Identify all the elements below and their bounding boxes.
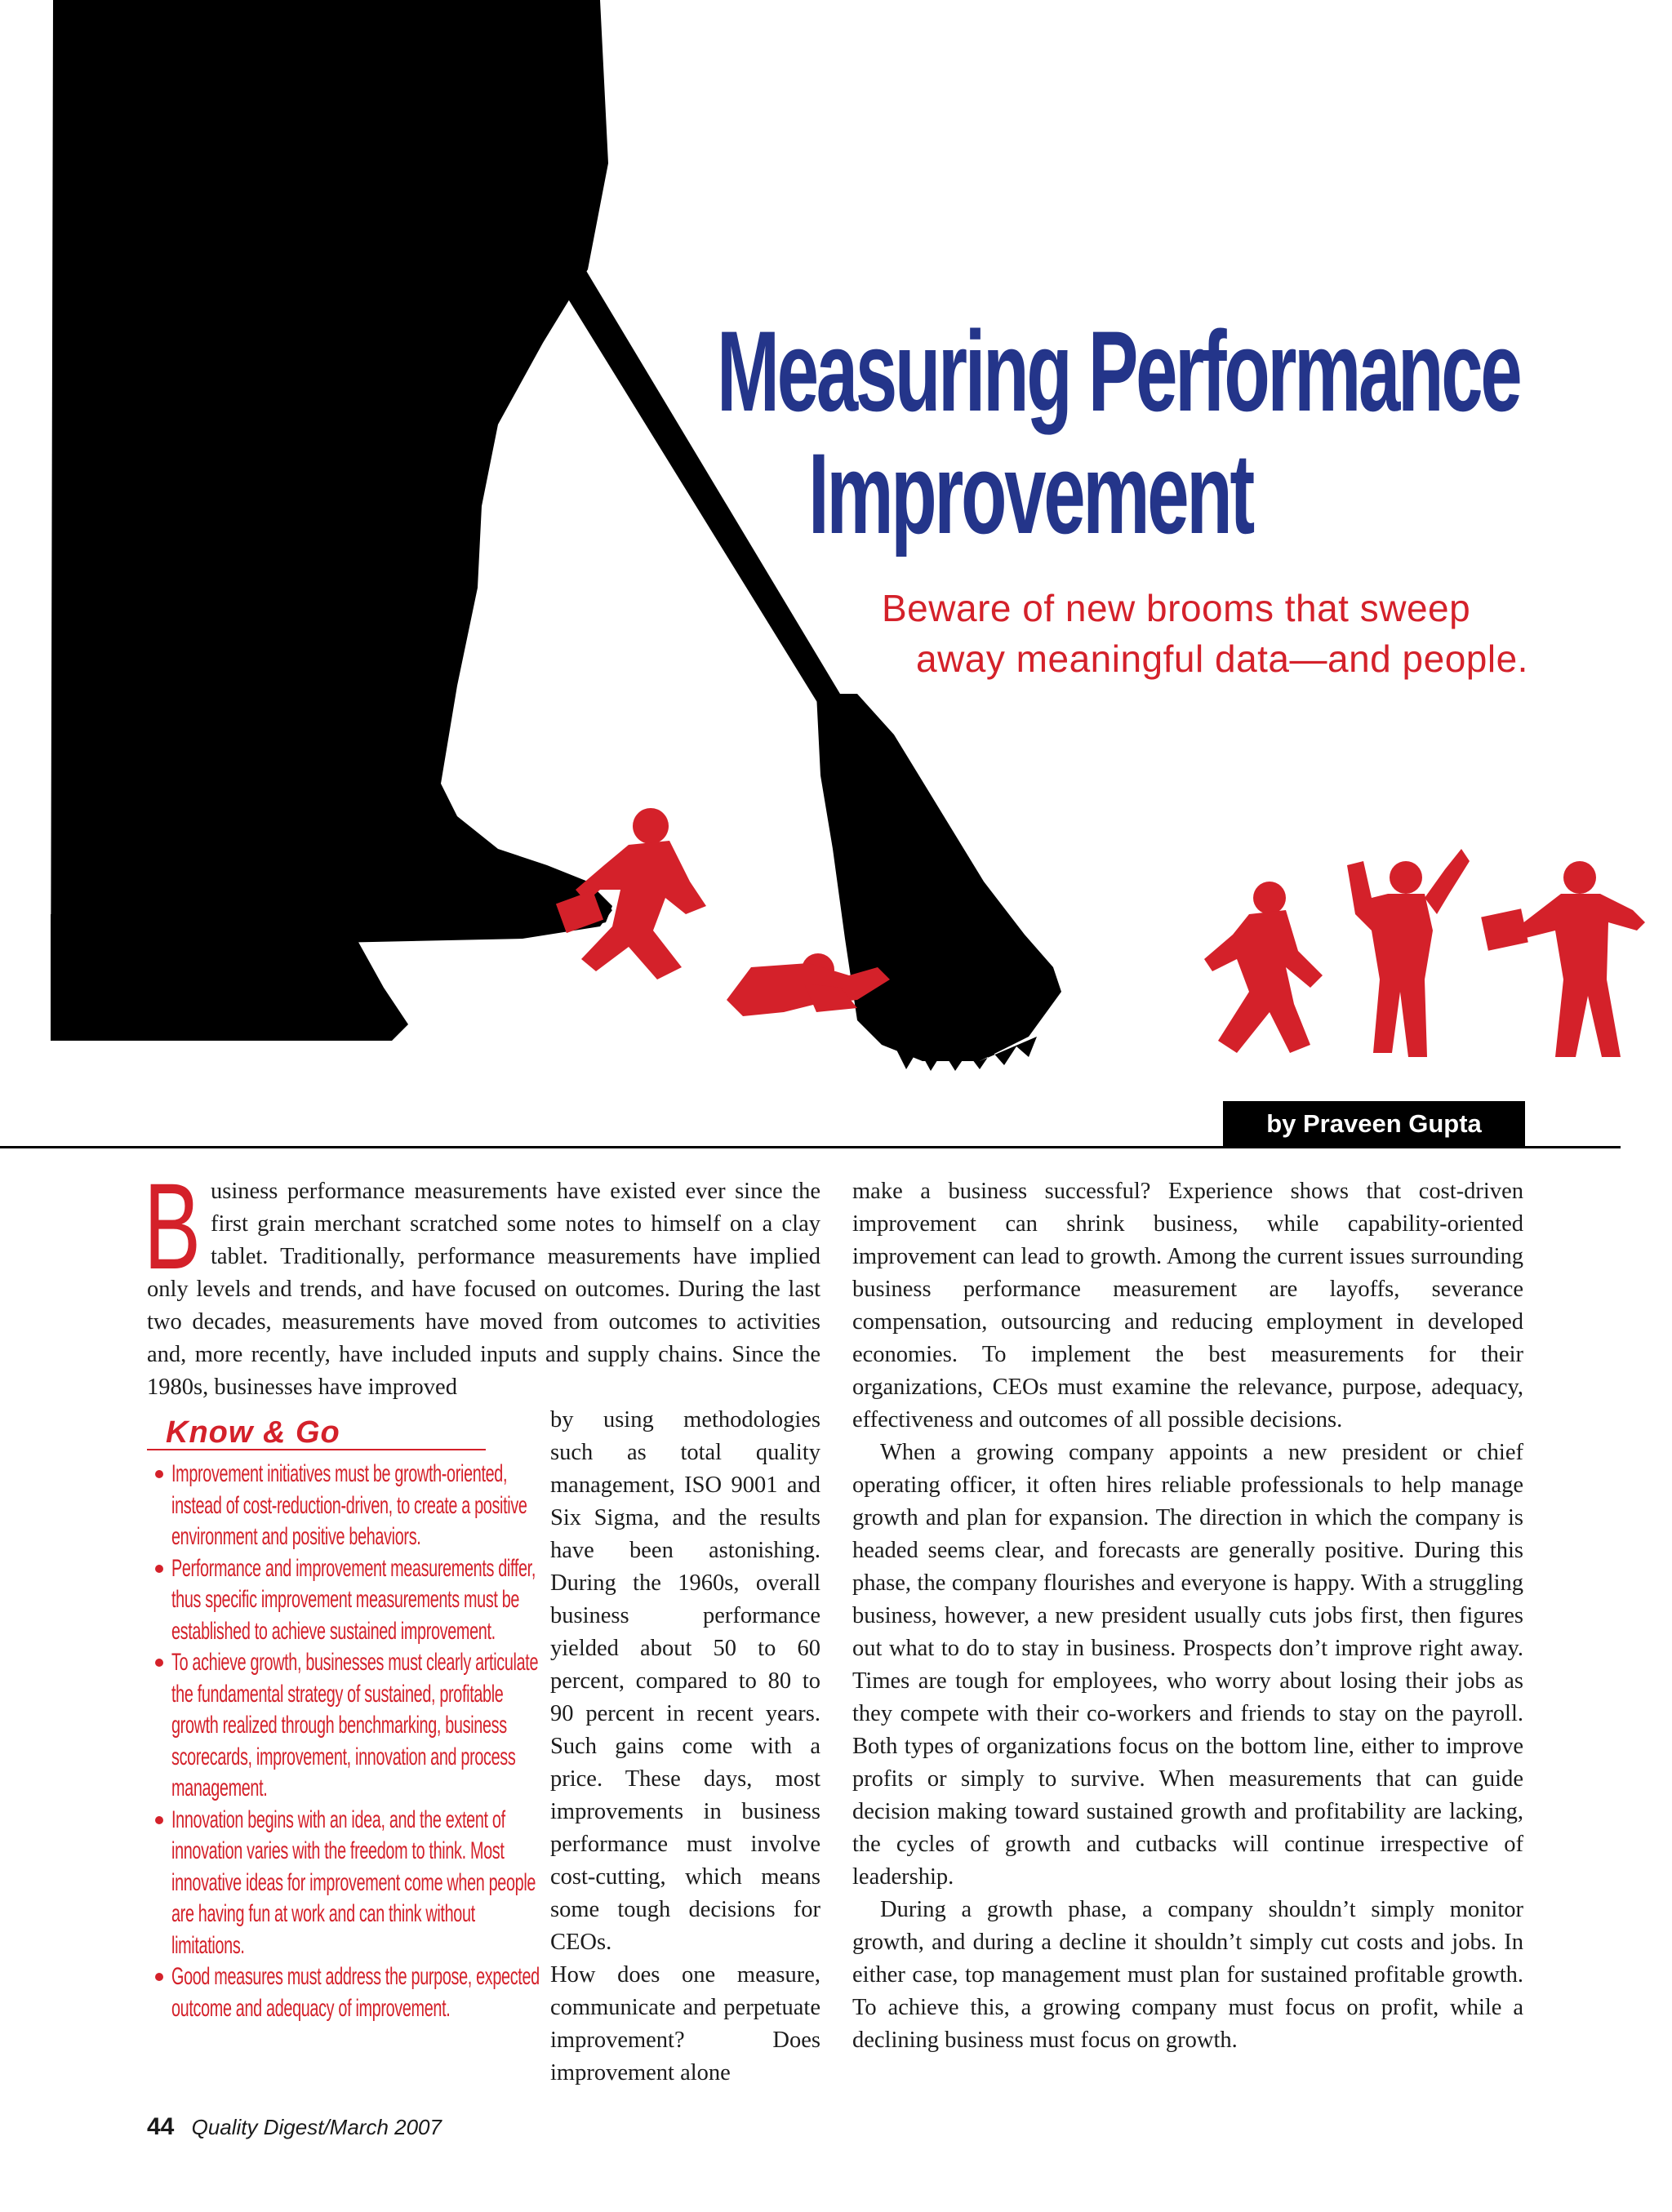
article-title-line-1: Measuring Performance bbox=[717, 307, 1520, 435]
publication-name: Quality Digest/March 2007 bbox=[191, 2115, 442, 2139]
sidebar-bullet-item: Good measures must address the purpose, expected outcome and adequacy of improvement. bbox=[139, 1961, 531, 2024]
briefcase-figure bbox=[1481, 861, 1645, 1057]
sidebar-bullet-item: Innovation begins with an idea, and the extent of innovation varies with the freedom to think. Most innovative ideas for improvement come when people are having fun at work and can think without limitations. bbox=[139, 1805, 531, 1962]
sidebar-bullet-item: Performance and improvement measurements differ, thus specific improvement measurements must be established to achieve sustained improvement. bbox=[139, 1553, 531, 1648]
column-1-opening bbox=[144, 1157, 820, 1404]
paragraph-business-success: make a business successful? Experience shows that cost-driven improvement can shrink business, while capability-oriented improvement can lead to growth. Among the current issues surrounding business performance measurement are layoffs, severance compensation, outsourcing and reducing employment in developed economies. To implement the best measurements for their organizations, CEOs must examine the relevance, purpose, adequacy, effectiveness and outcomes of all possible decisions. bbox=[852, 1179, 1523, 1432]
page-number: 44 bbox=[147, 2113, 175, 2140]
raised-arm-figure bbox=[1347, 849, 1470, 1057]
article-title-line-2: Improvement bbox=[808, 429, 1252, 557]
page-footer bbox=[147, 2113, 442, 2141]
article-deck-line-2: away meaningful data—and people. bbox=[916, 637, 1528, 680]
paragraph-growing-company: When a growing company appoints a new president or chief operating officer, it often hires reliable professionals to help manage growth and plan for expansion. The direction in which the company is headed seems clear, and forecasts are generally positive. During this phase, the company flourishes and everyone is happy. With a struggling business, however, a new president usually cuts jobs first, then figures out what to do to stay in business. Prospects don’t improve right away. Times are tough for employees, who worry about losing their jobs as they compete with their co-workers and friends to stay on the payroll. Both types of organizations focus on the bottom line, either to improve profits or simply to survive. When measurements that can guide decision making toward sustained growth and profitability are lacking, the cycles of growth and cutbacks will continue irrespective of leadership. bbox=[852, 1440, 1523, 1890]
paragraph-how-measure: How does one measure, communicate and perpetuate improvement? Does improvement alone bbox=[550, 1962, 820, 2085]
byline: by Praveen Gupta bbox=[1223, 1101, 1525, 1146]
header-divider bbox=[0, 1146, 1621, 1148]
paragraph-methodologies: by using methodologies such as total quality management, ISO 9001 and Six Sigma, and the results have been astonishing. During the 1960s, overall business performance yielded about 50 to 60 percent, compared to 80 to 90 percent in recent years. Such gains come with a price. These days, most improvements in business performance must involve cost-cutting, which means some tough decisions for CEOs. bbox=[550, 1407, 820, 1955]
article-deck-line-1: Beware of new brooms that sweep bbox=[882, 587, 1471, 629]
sidebar-bullet-item: Improvement initiatives must be growth-oriented, instead of cost-reduction-driven, to create a positive environment and positive behaviors. bbox=[139, 1459, 531, 1553]
red-figures bbox=[556, 808, 1672, 1143]
column-2 bbox=[852, 1175, 1523, 2057]
drop-cap: B bbox=[144, 1157, 202, 1295]
know-and-go-sidebar bbox=[139, 1415, 540, 2024]
paragraph-growth-phase: During a growth phase, a company shouldn’t simply monitor growth, and during a decline it shouldn’t simply cut costs and jobs. In either case, top management must plan for sustained profitable growth. To achieve this, a growing company must focus on profit, while a declining business must focus on growth. bbox=[852, 1897, 1523, 2053]
sidebar-list bbox=[139, 1459, 540, 2024]
sidebar-heading: Know & Go bbox=[166, 1415, 340, 1450]
running-man-figure bbox=[1204, 882, 1323, 1053]
column-1-narrow bbox=[550, 1404, 820, 2090]
sidebar-bullet-item: To achieve growth, businesses must clearly articulate the fundamental strategy of sustained, profitable growth realized through benchmarking, business scorecards, improvement, innovation and process management. bbox=[139, 1647, 531, 1805]
opening-paragraph: usiness performance measurements have existed ever since the first grain merchant scratched some notes to himself on a clay tablet. Traditionally, performance measurements have implied only levels and trends, and have focused on outcomes. During the last two decades, measurements have moved from outcomes to activities and, more recently, have included inputs and supply chains. Since the 1980s, businesses have improved bbox=[147, 1179, 820, 1400]
